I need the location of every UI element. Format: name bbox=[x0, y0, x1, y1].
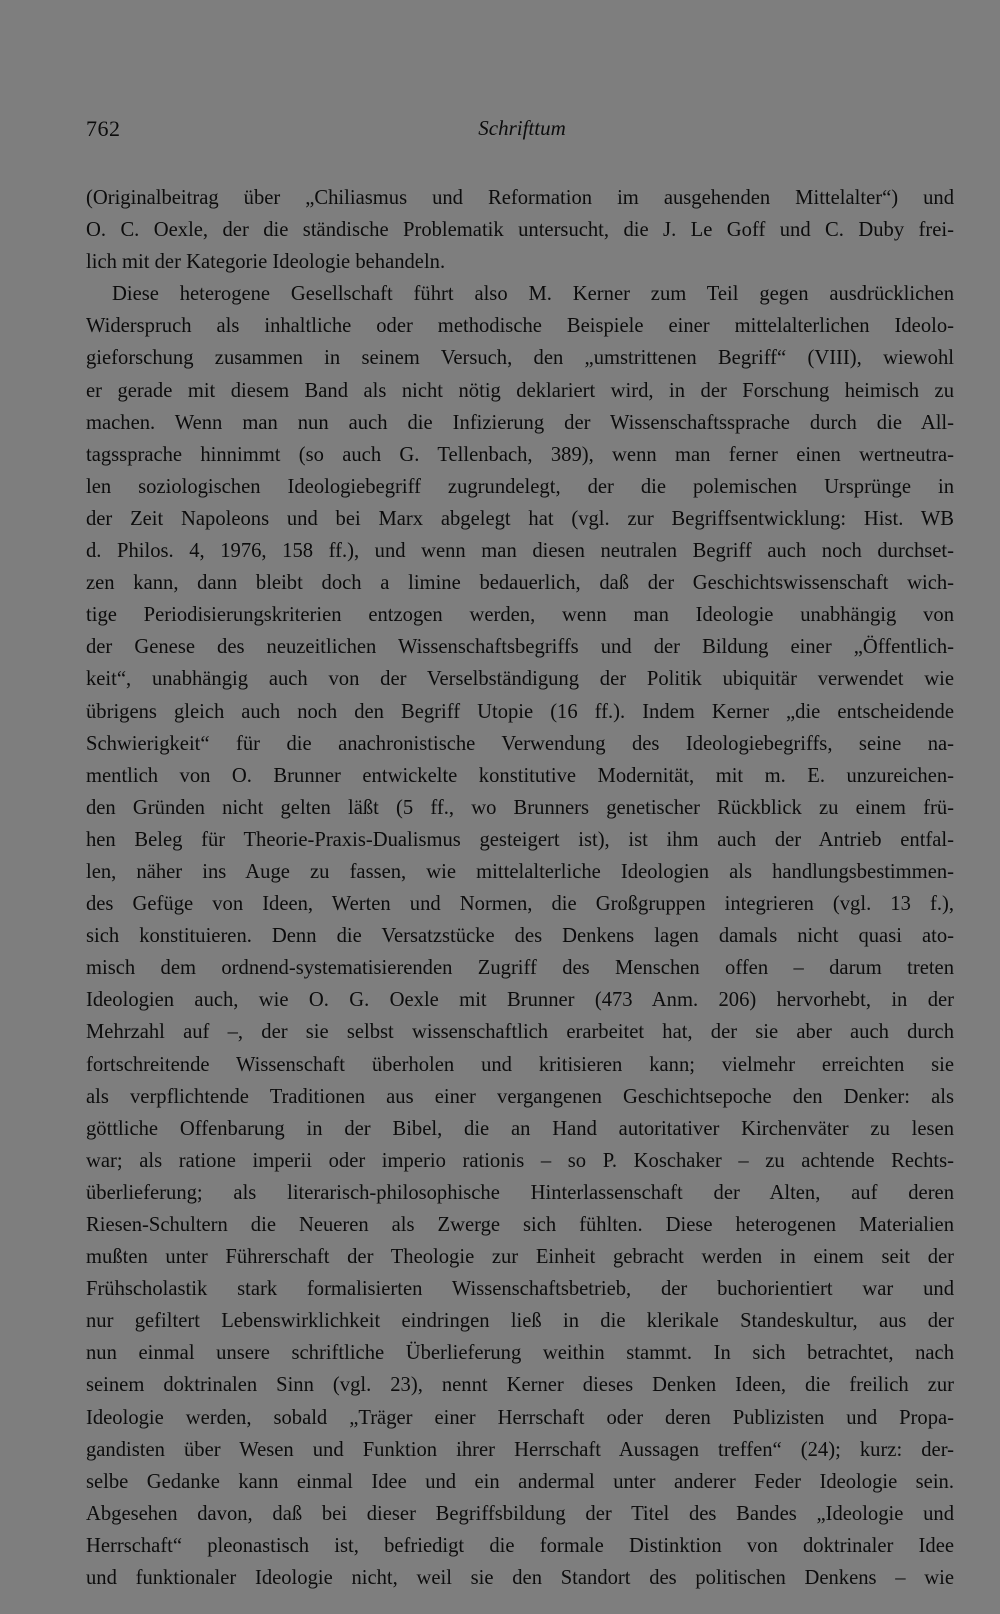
text-line: er gerade mit diesem Band als nicht nötig deklariert wird, in der Forschung heimisch zu bbox=[86, 379, 954, 402]
text-line: und funktionaler Ideologie nicht, weil sie den Standort des politischen Denkens – wie bbox=[86, 1567, 954, 1590]
text-line: (Originalbeitrag über „Chiliasmus und Reformation im ausgehenden Mittelalter“) und bbox=[86, 187, 954, 209]
text-line: mußten unter Führerschaft der Theologie zur Einheit gebracht werden in einem seit der bbox=[86, 1246, 954, 1269]
text-line: nun einmal unsere schriftliche Überlieferung weithin stammt. In sich betrachtet, nach bbox=[86, 1342, 954, 1365]
text-line: den Gründen nicht gelten läßt (5 ff., wo Brunners genetischer Rückblick zu einem frü- bbox=[86, 796, 954, 819]
text-line: len soziologischen Ideologiebegriff zugrundelegt, der die polemischen Ursprünge in bbox=[86, 475, 954, 498]
text-line: Ideologie werden, sobald „Träger einer Herrschaft oder deren Publizisten und Propa- bbox=[86, 1406, 954, 1429]
text-line: d. Philos. 4, 1976, 158 ff.), und wenn man diesen neutralen Begriff auch noch durchset- bbox=[86, 540, 954, 563]
body-text bbox=[86, 182, 954, 1594]
text-line: zen kann, dann bleibt doch a limine bedauerlich, daß der Geschichtswissenschaft wich- bbox=[86, 572, 954, 595]
text-line: Herrschaft“ pleonastisch ist, befriedigt die formale Distinktion von doktrinaler Idee bbox=[86, 1534, 954, 1557]
text-line: O. C. Oexle, der die ständische Problematik untersucht, die J. Le Goff und C. Duby frei- bbox=[86, 219, 954, 242]
page-number: 762 bbox=[86, 116, 121, 141]
text-line: tige Periodisierungskriterien entzogen werden, wenn man Ideologie unabhängig von bbox=[86, 604, 954, 627]
running-title: Schrifttum bbox=[478, 116, 566, 140]
text-line: lich mit der Kategorie Ideologie behandeln. bbox=[86, 251, 446, 274]
text-line: Riesen-Schultern die Neueren als Zwerge sich fühlten. Diese heterogenen Materialien bbox=[86, 1214, 954, 1236]
text-line: Frühscholastik stark formalisierten Wissenschaftsbetrieb, der buchorientiert war und bbox=[86, 1278, 954, 1301]
text-line: tagssprache hinnimmt (so auch G. Tellenbach, 389), wenn man ferner einen wertneutra- bbox=[86, 443, 954, 466]
text-line: Ideologien auch, wie O. G. Oexle mit Brunner (473 Anm. 206) hervorhebt, in der bbox=[86, 989, 954, 1012]
text-line: Schwierigkeit“ für die anachronistische Verwendung des Ideologiebegriffs, seine na- bbox=[86, 732, 954, 755]
text-line: übrigens gleich auch noch den Begriff Utopie (16 ff.). Indem Kerner „die entscheidende bbox=[86, 700, 954, 723]
text-line: selbe Gedanke kann einmal Idee und ein andermal unter anderer Feder Ideologie sein. bbox=[86, 1470, 954, 1493]
text-line: fortschreitende Wissenschaft überholen und kritisieren kann; vielmehr erreichten sie bbox=[86, 1053, 954, 1076]
text-line: hen Beleg für Theorie-Praxis-Dualismus gesteigert ist), ist ihm auch der Antrieb entfal- bbox=[86, 828, 954, 851]
text-line: als verpflichtende Traditionen aus einer vergangenen Geschichtsepoche den Denker: als bbox=[86, 1085, 954, 1108]
text-line: des Gefüge von Ideen, Werten und Normen, die Großgruppen integrieren (vgl. 13 f.), bbox=[86, 893, 954, 916]
text-line: göttliche Offenbarung in der Bibel, die an Hand autoritativer Kirchenväter zu lesen bbox=[86, 1117, 954, 1140]
text-line: len, näher ins Auge zu fassen, wie mittelalterliche Ideologien als handlungsbestimmen- bbox=[86, 860, 954, 883]
text-line: Mehrzahl auf –, der sie selbst wissenschaftlich erarbeitet hat, der sie aber auch durch bbox=[86, 1021, 954, 1044]
text-line: Widerspruch als inhaltliche oder methodische Beispiele einer mittelalterlichen Ideolo- bbox=[86, 315, 954, 338]
text-line: der Genese des neuzeitlichen Wissenschaftsbegriffs und der Bildung einer „Öffentlich- bbox=[86, 636, 954, 659]
text-line: gandisten über Wesen und Funktion ihrer Herrschaft Aussagen treffen“ (24); kurz: der- bbox=[86, 1438, 954, 1461]
text-line: machen. Wenn man nun auch die Infizierung der Wissenschaftssprache durch die All- bbox=[86, 411, 954, 434]
text-line: Diese heterogene Gesellschaft führt also M. Kerner zum Teil gegen ausdrücklichen bbox=[112, 283, 954, 306]
text-line: der Zeit Napoleons und bei Marx abgelegt hat (vgl. zur Begriffsentwicklung: Hist. WB bbox=[86, 507, 954, 530]
running-head bbox=[86, 116, 958, 150]
text-line: seinem doktrinalen Sinn (vgl. 23), nennt Kerner dieses Denken Ideen, die freilich zur bbox=[86, 1374, 954, 1397]
text-line: war; als ratione imperii oder imperio rationis – so P. Koschaker – zu achtende Rechts- bbox=[86, 1149, 954, 1172]
text-line: misch dem ordnend-systematisierenden Zugriff des Menschen offen – darum treten bbox=[86, 957, 954, 980]
text-line: sich konstituieren. Denn die Versatzstücke des Denkens lagen damals nicht quasi ato- bbox=[86, 925, 954, 948]
text-line: gieforschung zusammen in seinem Versuch, den „umstrittenen Begriff“ (VIII), wiewohl bbox=[86, 347, 954, 370]
text-line: keit“, unabhängig auch von der Verselbständigung der Politik ubiquitär verwendet wie bbox=[86, 668, 954, 691]
text-line: überlieferung; als literarisch-philosophische Hinterlassenschaft der Alten, auf deren bbox=[86, 1181, 954, 1204]
text-line: mentlich von O. Brunner entwickelte konstitutive Modernität, mit m. E. unzureichen- bbox=[86, 764, 954, 787]
text-line: Abgesehen davon, daß bei dieser Begriffsbildung der Titel des Bandes „Ideologie und bbox=[86, 1502, 954, 1525]
text-line: nur gefiltert Lebenswirklichkeit eindringen ließ in die klerikale Standeskultur, aus der bbox=[86, 1310, 954, 1333]
